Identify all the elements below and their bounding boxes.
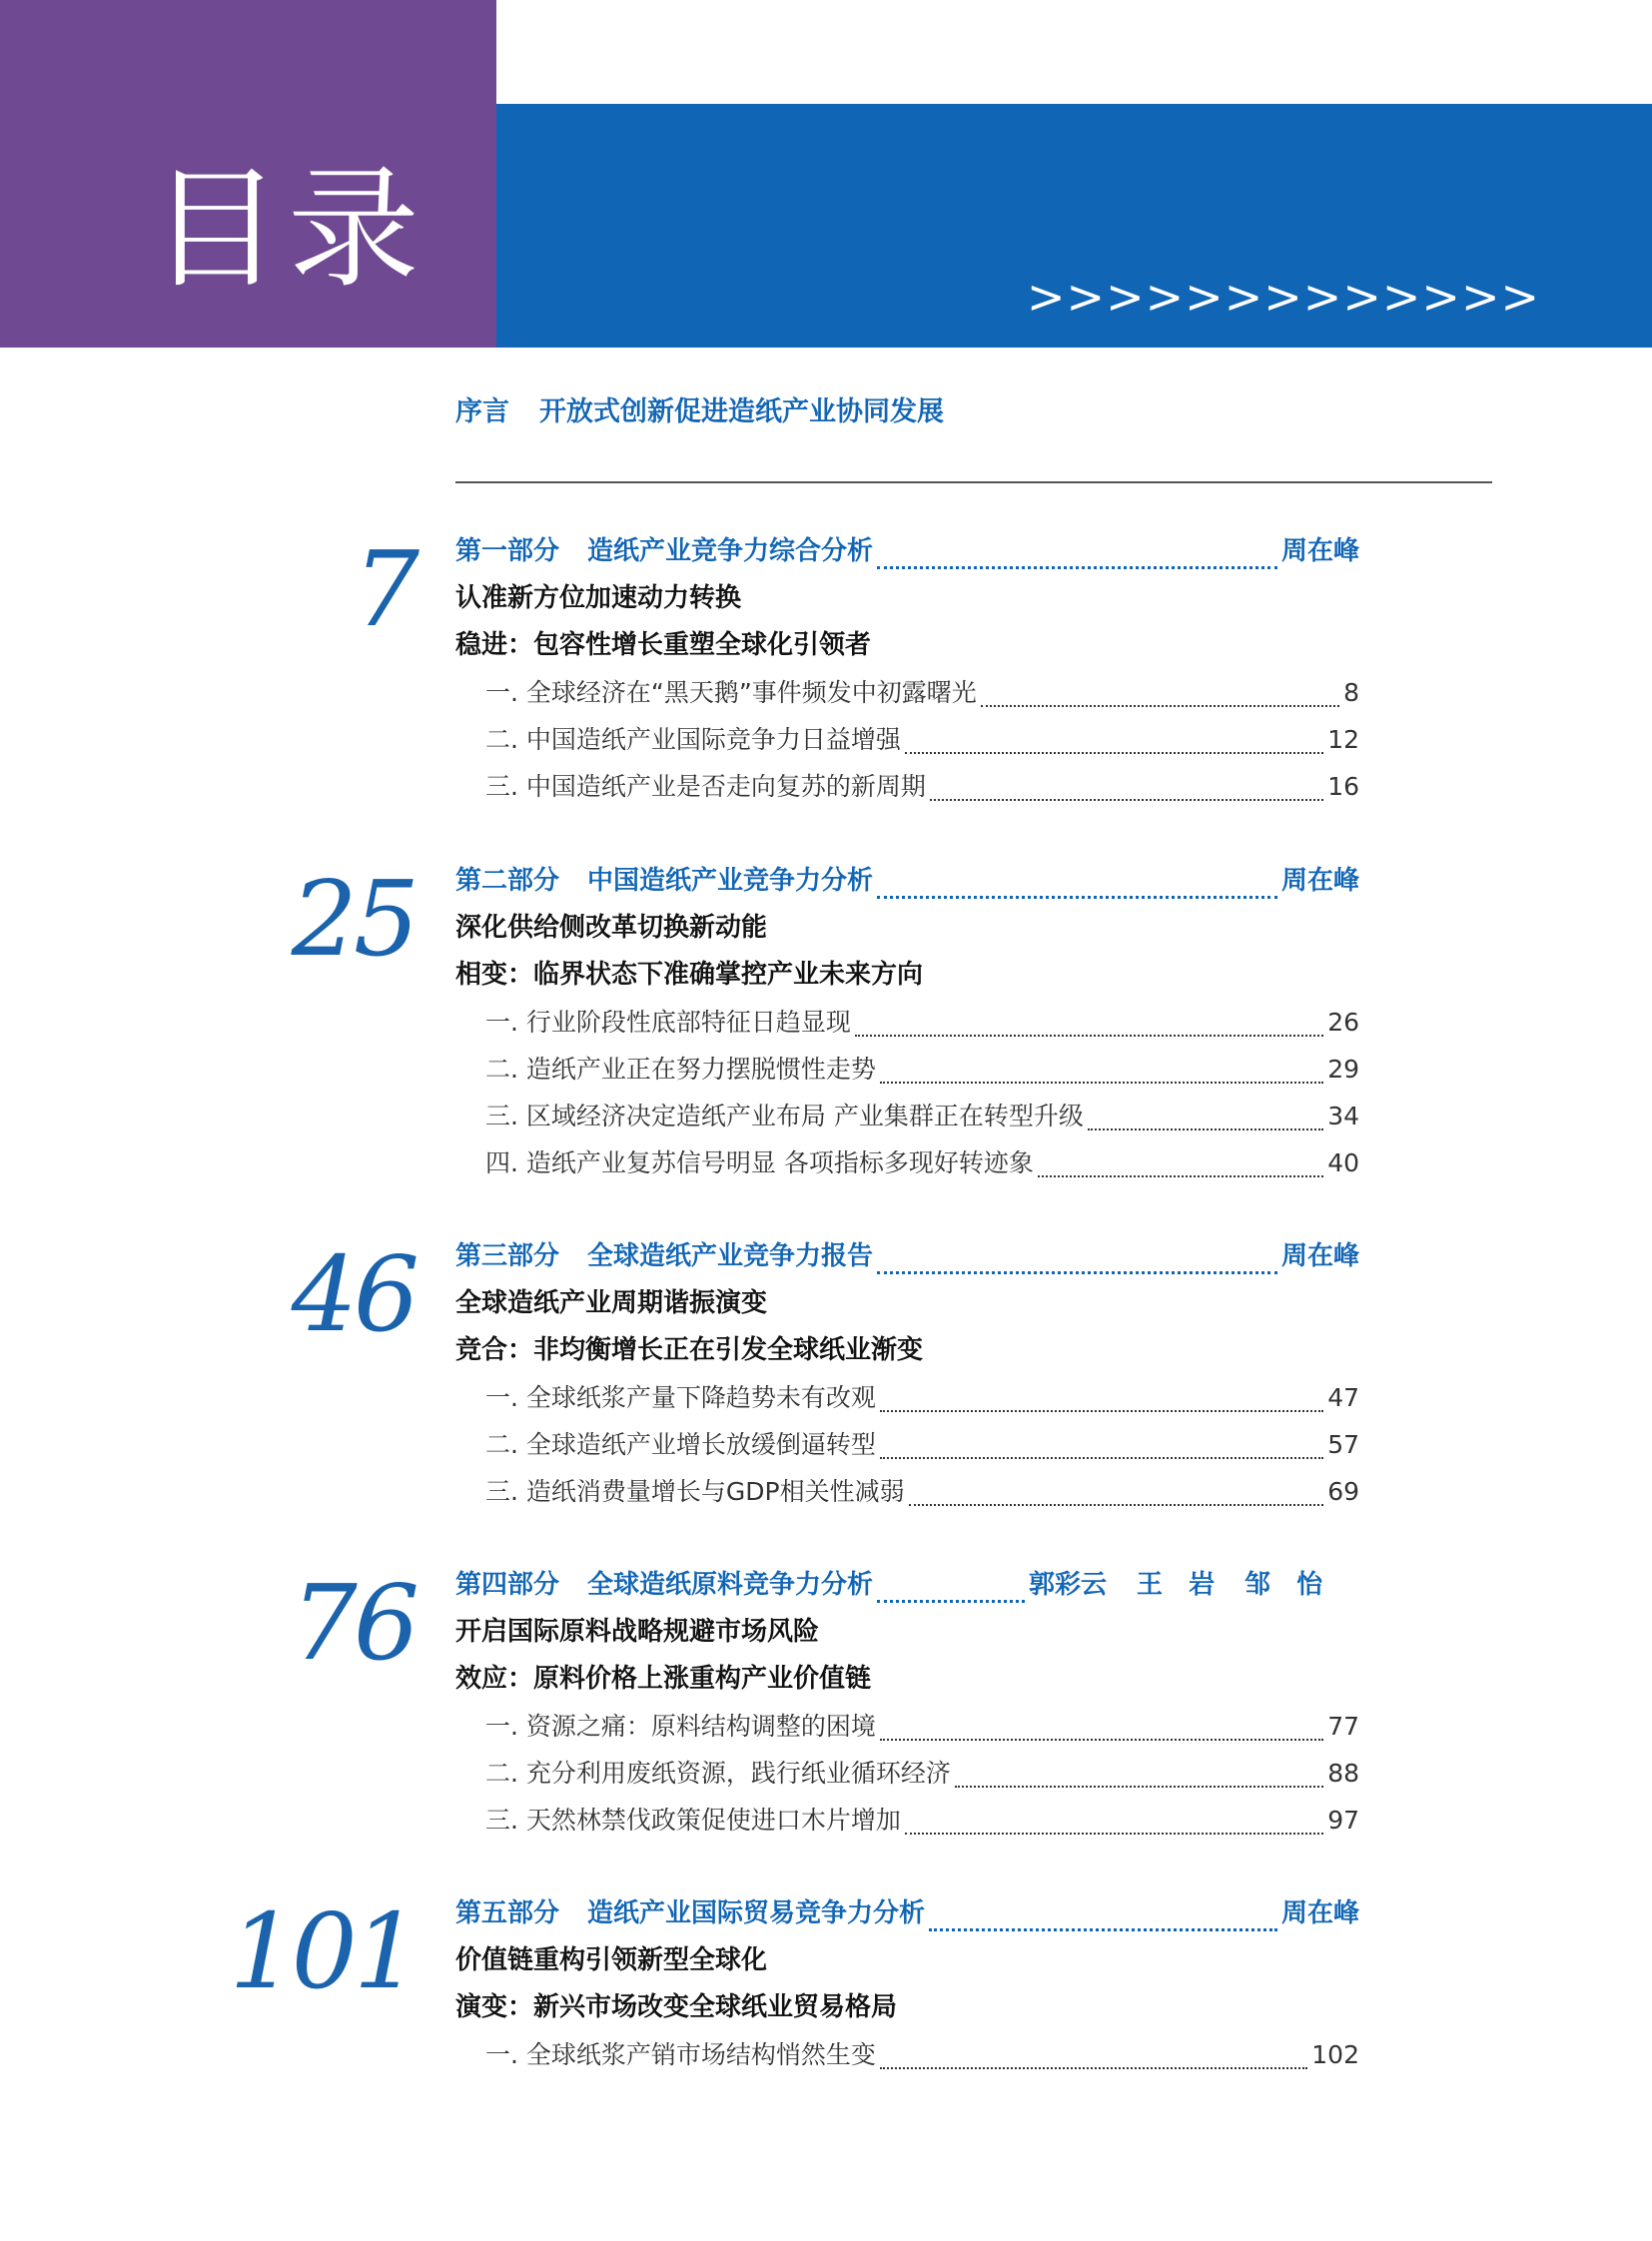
entry-page: 57: [1327, 1430, 1359, 1459]
part-label: 第一部分: [455, 536, 560, 566]
entry-title: 二. 充分利用废纸资源，践行纸业循环经济: [485, 1759, 951, 1788]
leader-dots: [1038, 1165, 1323, 1177]
part-heading[interactable]: [455, 1893, 1359, 1933]
leader-dots: [909, 1494, 1324, 1506]
toc-entry[interactable]: [485, 1425, 1359, 1465]
leader-dots: [855, 1025, 1323, 1037]
section-subtitle: 认准新方位加速动力转换: [455, 583, 742, 613]
chevron-decoration: >>>>>>>>>>>>>: [1027, 270, 1541, 324]
entry-page: 88: [1327, 1759, 1359, 1788]
toc-entry[interactable]: [485, 767, 1359, 807]
entry-title: 一. 全球纸浆产销市场结构悄然生变: [485, 2040, 876, 2069]
toc-entry[interactable]: [485, 1472, 1359, 1512]
part-label: 第三部分: [455, 1241, 560, 1271]
part-author: 周在峰: [1280, 536, 1359, 566]
leader-dots: [905, 1823, 1323, 1835]
part-author: 怡: [1296, 1570, 1323, 1600]
section-subtitle: 演变：新兴市场改变全球纸业贸易格局: [455, 1992, 898, 2022]
part-label: 第四部分: [455, 1570, 560, 1600]
part-label: 第五部分: [455, 1898, 560, 1928]
entry-title: 二. 全球造纸产业增长放缓倒逼转型: [485, 1430, 876, 1459]
entry-title: 三. 区域经济决定造纸产业布局 产业集群正在转型升级: [485, 1102, 1084, 1130]
entry-title: 三. 中国造纸产业是否走向复苏的新周期: [485, 772, 926, 801]
entry-page: 16: [1327, 772, 1359, 801]
part-heading[interactable]: [455, 861, 1359, 901]
toc-entry[interactable]: [485, 673, 1359, 713]
leader-dots: [930, 789, 1323, 801]
section-subtitle: 相变：临界状态下准确掌控产业未来方向: [455, 960, 924, 990]
part-author: 周在峰: [1280, 1241, 1359, 1271]
toc-entry[interactable]: [485, 2035, 1359, 2075]
part-author: 岩: [1189, 1570, 1216, 1600]
part-author: 郭彩云: [1029, 1570, 1108, 1600]
leader-dots: [880, 1400, 1323, 1412]
leader-dots: [877, 554, 1277, 569]
part-author: 王: [1137, 1570, 1164, 1600]
entry-page: 26: [1327, 1008, 1359, 1037]
part-title: 全球造纸产业竞争力报告: [587, 1241, 874, 1271]
entry-page: 34: [1327, 1102, 1359, 1130]
part-heading[interactable]: [455, 531, 1359, 571]
entry-title: 一. 资源之痛：原料结构调整的困境: [485, 1712, 876, 1741]
leader-dots: [905, 742, 1323, 754]
part-author: 邹: [1244, 1570, 1271, 1600]
leader-dots: [880, 1729, 1323, 1741]
part-title: 中国造纸产业竞争力分析: [587, 866, 874, 896]
preface-title: 开放式创新促进造纸产业协同发展: [539, 396, 944, 427]
entry-page: 8: [1343, 678, 1359, 707]
leader-dots: [880, 1072, 1323, 1084]
entry-page: 12: [1327, 725, 1359, 754]
leader-dots: [880, 2057, 1307, 2069]
leader-dots: [955, 1776, 1323, 1788]
section-subtitle: 开启国际原料战略规避市场风险: [455, 1617, 820, 1647]
section-number: 7: [353, 528, 415, 650]
leader-dots: [877, 1588, 1025, 1603]
toc-entry[interactable]: [485, 1754, 1359, 1794]
section-number: 25: [291, 858, 415, 980]
part-heading[interactable]: [455, 1565, 1359, 1605]
toc-entry[interactable]: [485, 1097, 1359, 1136]
section-subtitle: 效应：原料价格上涨重构产业价值链: [455, 1664, 872, 1694]
entry-title: 一. 全球纸浆产量下降趋势未有改观: [485, 1383, 876, 1412]
entry-page: 69: [1327, 1477, 1359, 1506]
leader-dots: [981, 695, 1339, 707]
toc-entry[interactable]: [485, 1143, 1359, 1183]
leader-dots: [877, 1259, 1277, 1274]
toc-entry[interactable]: [485, 720, 1359, 760]
entry-title: 二. 中国造纸产业国际竞争力日益增强: [485, 725, 901, 754]
preface-line[interactable]: [455, 391, 944, 433]
entry-title: 四. 造纸产业复苏信号明显 各项指标多现好转迹象: [485, 1148, 1034, 1177]
divider: [455, 481, 1492, 483]
part-heading[interactable]: [455, 1236, 1359, 1276]
entry-title: 一. 行业阶段性底部特征日趋显现: [485, 1008, 851, 1037]
section-subtitle: 全球造纸产业周期谐振演变: [455, 1288, 768, 1318]
entry-page: 77: [1327, 1712, 1359, 1741]
leader-dots: [929, 1916, 1277, 1931]
section-number: 101: [229, 1890, 415, 2012]
part-author: 周在峰: [1280, 866, 1359, 896]
leader-dots: [880, 1447, 1323, 1459]
toc-entry[interactable]: [485, 1378, 1359, 1418]
section-subtitle: 竞合：非均衡增长正在引发全球纸业渐变: [455, 1335, 924, 1365]
entry-title: 二. 造纸产业正在努力摆脱惯性走势: [485, 1055, 876, 1084]
leader-dots: [1088, 1119, 1323, 1130]
section-number: 46: [291, 1233, 415, 1355]
toc-entry[interactable]: [485, 1050, 1359, 1090]
leader-dots: [877, 884, 1277, 899]
section-subtitle: 稳进：包容性增长重塑全球化引领者: [455, 630, 872, 660]
part-title: 造纸产业竞争力综合分析: [587, 536, 874, 566]
toc-entry[interactable]: [485, 1801, 1359, 1841]
entry-page: 97: [1327, 1806, 1359, 1835]
section-subtitle: 深化供给侧改革切换新动能: [455, 913, 768, 943]
entry-page: 40: [1327, 1148, 1359, 1177]
part-title: 全球造纸原料竞争力分析: [587, 1570, 874, 1600]
entry-title: 一. 全球经济在“黑天鹅”事件频发中初露曙光: [485, 678, 977, 707]
entry-page: 29: [1327, 1055, 1359, 1084]
section-subtitle: 价值链重构引领新型全球化: [455, 1945, 768, 1975]
entry-page: 102: [1311, 2040, 1359, 2069]
entry-title: 三. 天然林禁伐政策促使进口木片增加: [485, 1806, 901, 1835]
part-title: 造纸产业国际贸易竞争力分析: [587, 1898, 926, 1928]
entry-page: 47: [1327, 1383, 1359, 1412]
part-label: 第二部分: [455, 866, 560, 896]
toc-entry[interactable]: [485, 1707, 1359, 1747]
page-title: 目录: [150, 153, 425, 307]
part-author: 周在峰: [1280, 1898, 1359, 1928]
toc-entry[interactable]: [485, 1003, 1359, 1043]
entry-title: 三. 造纸消费量增长与GDP相关性减弱: [485, 1477, 905, 1506]
preface-label: 序言: [455, 396, 509, 427]
section-number: 76: [291, 1562, 415, 1684]
